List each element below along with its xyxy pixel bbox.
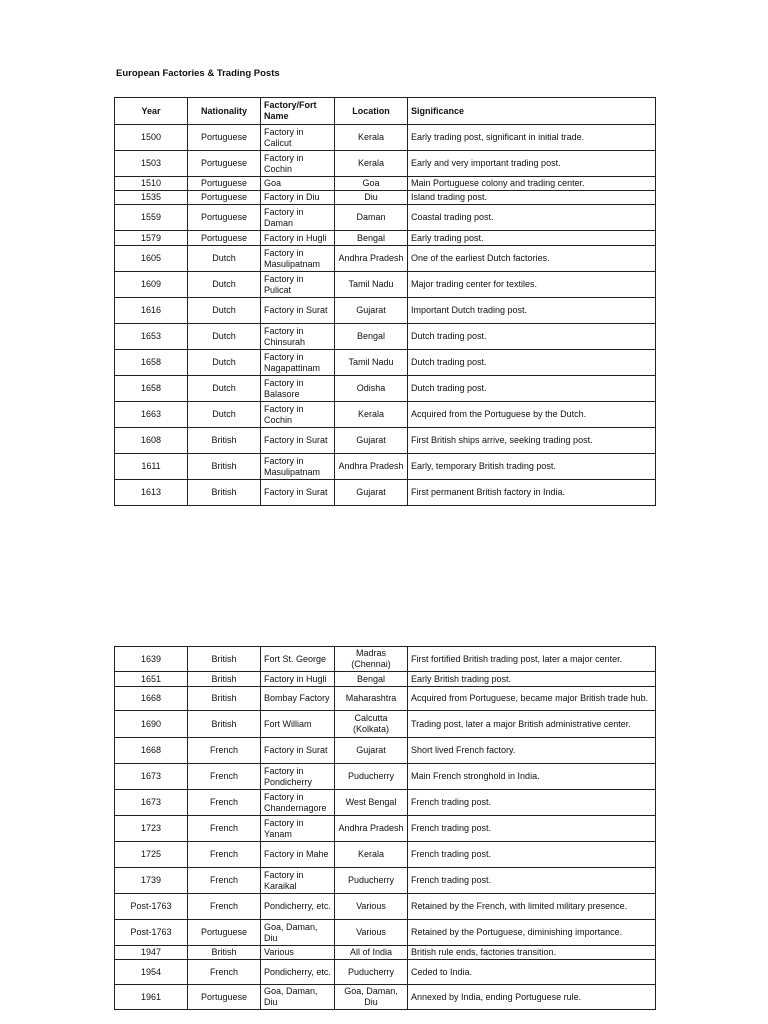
cell-nationality: British — [188, 946, 261, 960]
cell-location: Diu — [335, 191, 408, 205]
table-row — [115, 647, 656, 672]
table-row — [115, 246, 656, 272]
cell-year: 1651 — [115, 672, 188, 687]
table-row — [115, 231, 656, 246]
cell-factory-name: Factory in Yanam — [261, 816, 335, 842]
cell-factory-name: Factory in Calicut — [261, 125, 335, 151]
cell-nationality: French — [188, 868, 261, 894]
cell-factory-name: Factory in Daman — [261, 205, 335, 231]
cell-nationality: Portuguese — [188, 920, 261, 946]
table-row — [115, 711, 656, 738]
cell-location: Various — [335, 920, 408, 946]
cell-factory-name: Factory in Mahe — [261, 842, 335, 868]
table-row — [115, 790, 656, 816]
cell-location: Tamil Nadu — [335, 350, 408, 376]
cell-nationality: Dutch — [188, 376, 261, 402]
cell-significance: Acquired from Portuguese, became major British trade hub. — [408, 687, 656, 711]
cell-year: 1658 — [115, 350, 188, 376]
table-row — [115, 402, 656, 428]
cell-significance: Short lived French factory. — [408, 738, 656, 764]
cell-significance: First permanent British factory in India. — [408, 480, 656, 506]
cell-location: All of India — [335, 946, 408, 960]
cell-factory-name: Factory in Surat — [261, 738, 335, 764]
cell-location: Goa — [335, 177, 408, 191]
cell-nationality: French — [188, 816, 261, 842]
table-row — [115, 687, 656, 711]
cell-nationality: British — [188, 672, 261, 687]
cell-significance: Coastal trading post. — [408, 205, 656, 231]
cell-nationality: Portuguese — [188, 151, 261, 177]
table-row — [115, 946, 656, 960]
cell-nationality: Dutch — [188, 272, 261, 298]
cell-nationality: Dutch — [188, 350, 261, 376]
cell-location: Bengal — [335, 672, 408, 687]
cell-factory-name: Pondicherry, etc. — [261, 960, 335, 985]
document-title: European Factories & Trading Posts — [116, 68, 280, 79]
cell-nationality: British — [188, 480, 261, 506]
cell-nationality: French — [188, 842, 261, 868]
cell-year: 1611 — [115, 454, 188, 480]
cell-significance: Important Dutch trading post. — [408, 298, 656, 324]
cell-factory-name: Goa, Daman, Diu — [261, 920, 335, 946]
cell-significance: Trading post, later a major British administrative center. — [408, 711, 656, 738]
cell-location: Kerala — [335, 842, 408, 868]
cell-location: Gujarat — [335, 480, 408, 506]
cell-significance: Major trading center for textiles. — [408, 272, 656, 298]
cell-location: Gujarat — [335, 428, 408, 454]
cell-location: Gujarat — [335, 298, 408, 324]
table-row — [115, 816, 656, 842]
cell-factory-name: Factory in Hugli — [261, 672, 335, 687]
cell-significance: Annexed by India, ending Portuguese rule. — [408, 985, 656, 1010]
cell-year: 1668 — [115, 738, 188, 764]
cell-location: Odisha — [335, 376, 408, 402]
cell-nationality: Dutch — [188, 298, 261, 324]
cell-factory-name: Fort William — [261, 711, 335, 738]
cell-nationality: British — [188, 711, 261, 738]
cell-year: 1723 — [115, 816, 188, 842]
table-row — [115, 298, 656, 324]
table-row — [115, 920, 656, 946]
cell-location: Daman — [335, 205, 408, 231]
header-name: Factory/Fort Name — [261, 98, 335, 125]
table-row — [115, 842, 656, 868]
cell-factory-name: Pondicherry, etc. — [261, 894, 335, 920]
cell-location: Kerala — [335, 402, 408, 428]
table-row — [115, 428, 656, 454]
cell-significance: First fortified British trading post, later a major center. — [408, 647, 656, 672]
header-year: Year — [115, 98, 188, 125]
cell-significance: Island trading post. — [408, 191, 656, 205]
cell-factory-name: Factory in Pondicherry — [261, 764, 335, 790]
cell-factory-name: Factory in Cochin — [261, 151, 335, 177]
cell-year: 1500 — [115, 125, 188, 151]
table-header-row — [115, 98, 656, 125]
table-row — [115, 985, 656, 1010]
cell-year: 1608 — [115, 428, 188, 454]
cell-significance: Main French stronghold in India. — [408, 764, 656, 790]
table-row — [115, 376, 656, 402]
cell-factory-name: Factory in Cochin — [261, 402, 335, 428]
cell-year: 1668 — [115, 687, 188, 711]
cell-nationality: French — [188, 790, 261, 816]
cell-significance: French trading post. — [408, 868, 656, 894]
cell-year: Post-1763 — [115, 920, 188, 946]
cell-location: Tamil Nadu — [335, 272, 408, 298]
table-row — [115, 151, 656, 177]
cell-significance: Retained by the Portuguese, diminishing importance. — [408, 920, 656, 946]
cell-nationality: British — [188, 454, 261, 480]
cell-location: Bengal — [335, 231, 408, 246]
cell-significance: Early, temporary British trading post. — [408, 454, 656, 480]
cell-nationality: Portuguese — [188, 125, 261, 151]
cell-year: 1605 — [115, 246, 188, 272]
cell-significance: French trading post. — [408, 790, 656, 816]
cell-location: Puducherry — [335, 960, 408, 985]
cell-significance: French trading post. — [408, 816, 656, 842]
cell-nationality: French — [188, 764, 261, 790]
cell-significance: Dutch trading post. — [408, 376, 656, 402]
cell-year: 1559 — [115, 205, 188, 231]
cell-location: Various — [335, 894, 408, 920]
table-row — [115, 350, 656, 376]
cell-nationality: French — [188, 738, 261, 764]
cell-year: 1739 — [115, 868, 188, 894]
cell-location: Goa, Daman, Diu — [335, 985, 408, 1010]
cell-year: 1653 — [115, 324, 188, 350]
table-row — [115, 125, 656, 151]
cell-nationality: Portuguese — [188, 985, 261, 1010]
cell-significance: Early trading post, significant in initial trade. — [408, 125, 656, 151]
table-row — [115, 191, 656, 205]
cell-factory-name: Factory in Surat — [261, 480, 335, 506]
cell-factory-name: Factory in Masulipatnam — [261, 454, 335, 480]
cell-location: Kerala — [335, 151, 408, 177]
cell-factory-name: Factory in Nagapattinam — [261, 350, 335, 376]
cell-factory-name: Factory in Balasore — [261, 376, 335, 402]
cell-year: 1503 — [115, 151, 188, 177]
table-row — [115, 324, 656, 350]
cell-significance: Early British trading post. — [408, 672, 656, 687]
cell-location: Puducherry — [335, 868, 408, 894]
cell-significance: Retained by the French, with limited military presence. — [408, 894, 656, 920]
cell-significance: One of the earliest Dutch factories. — [408, 246, 656, 272]
cell-location: Andhra Pradesh — [335, 816, 408, 842]
cell-year: 1609 — [115, 272, 188, 298]
cell-year: 1616 — [115, 298, 188, 324]
factories-table-part-2 — [114, 646, 656, 1010]
cell-significance: Early trading post. — [408, 231, 656, 246]
cell-factory-name: Factory in Masulipatnam — [261, 246, 335, 272]
cell-factory-name: Goa, Daman, Diu — [261, 985, 335, 1010]
cell-significance: Acquired from the Portuguese by the Dutch. — [408, 402, 656, 428]
cell-location: Maharashtra — [335, 687, 408, 711]
cell-year: 1725 — [115, 842, 188, 868]
cell-year: 1658 — [115, 376, 188, 402]
cell-nationality: Portuguese — [188, 205, 261, 231]
table-row — [115, 177, 656, 191]
cell-factory-name: Factory in Chinsurah — [261, 324, 335, 350]
cell-year: 1947 — [115, 946, 188, 960]
cell-nationality: British — [188, 428, 261, 454]
cell-nationality: Dutch — [188, 402, 261, 428]
cell-year: 1535 — [115, 191, 188, 205]
cell-nationality: Portuguese — [188, 191, 261, 205]
cell-significance: First British ships arrive, seeking trading post. — [408, 428, 656, 454]
cell-nationality: Portuguese — [188, 231, 261, 246]
cell-significance: Early and very important trading post. — [408, 151, 656, 177]
cell-location: Andhra Pradesh — [335, 246, 408, 272]
cell-nationality: Dutch — [188, 324, 261, 350]
cell-factory-name: Factory in Karaikal — [261, 868, 335, 894]
cell-factory-name: Factory in Surat — [261, 428, 335, 454]
cell-significance: Dutch trading post. — [408, 350, 656, 376]
cell-factory-name: Bombay Factory — [261, 687, 335, 711]
cell-factory-name: Goa — [261, 177, 335, 191]
cell-year: 1663 — [115, 402, 188, 428]
cell-year: 1690 — [115, 711, 188, 738]
table-row — [115, 764, 656, 790]
cell-nationality: French — [188, 894, 261, 920]
header-significance: Significance — [408, 98, 656, 125]
cell-year: 1673 — [115, 764, 188, 790]
cell-year: 1954 — [115, 960, 188, 985]
table-row — [115, 738, 656, 764]
table-row — [115, 205, 656, 231]
cell-year: 1639 — [115, 647, 188, 672]
cell-location: Kerala — [335, 125, 408, 151]
header-nationality: Nationality — [188, 98, 261, 125]
cell-significance: Ceded to India. — [408, 960, 656, 985]
cell-significance: Main Portuguese colony and trading center. — [408, 177, 656, 191]
cell-factory-name: Factory in Pulicat — [261, 272, 335, 298]
factories-table-part-1 — [114, 97, 656, 506]
cell-factory-name: Fort St. George — [261, 647, 335, 672]
cell-factory-name: Factory in Diu — [261, 191, 335, 205]
cell-year: Post-1763 — [115, 894, 188, 920]
cell-year: 1579 — [115, 231, 188, 246]
cell-location: Bengal — [335, 324, 408, 350]
cell-factory-name: Various — [261, 946, 335, 960]
cell-nationality: French — [188, 960, 261, 985]
cell-location: Andhra Pradesh — [335, 454, 408, 480]
cell-factory-name: Factory in Hugli — [261, 231, 335, 246]
cell-location: West Bengal — [335, 790, 408, 816]
table-row — [115, 454, 656, 480]
cell-significance: French trading post. — [408, 842, 656, 868]
cell-location: Calcutta (Kolkata) — [335, 711, 408, 738]
table-row — [115, 480, 656, 506]
cell-year: 1510 — [115, 177, 188, 191]
cell-nationality: British — [188, 647, 261, 672]
cell-significance: Dutch trading post. — [408, 324, 656, 350]
cell-location: Madras (Chennai) — [335, 647, 408, 672]
cell-nationality: Portuguese — [188, 177, 261, 191]
header-location: Location — [335, 98, 408, 125]
cell-nationality: Dutch — [188, 246, 261, 272]
cell-factory-name: Factory in Chandernagore — [261, 790, 335, 816]
table-row — [115, 868, 656, 894]
table-row — [115, 960, 656, 985]
cell-year: 1673 — [115, 790, 188, 816]
cell-year: 1613 — [115, 480, 188, 506]
cell-year: 1961 — [115, 985, 188, 1010]
table-row — [115, 272, 656, 298]
cell-factory-name: Factory in Surat — [261, 298, 335, 324]
cell-location: Gujarat — [335, 738, 408, 764]
table-row — [115, 894, 656, 920]
cell-nationality: British — [188, 687, 261, 711]
table-row — [115, 672, 656, 687]
cell-significance: British rule ends, factories transition. — [408, 946, 656, 960]
cell-location: Puducherry — [335, 764, 408, 790]
